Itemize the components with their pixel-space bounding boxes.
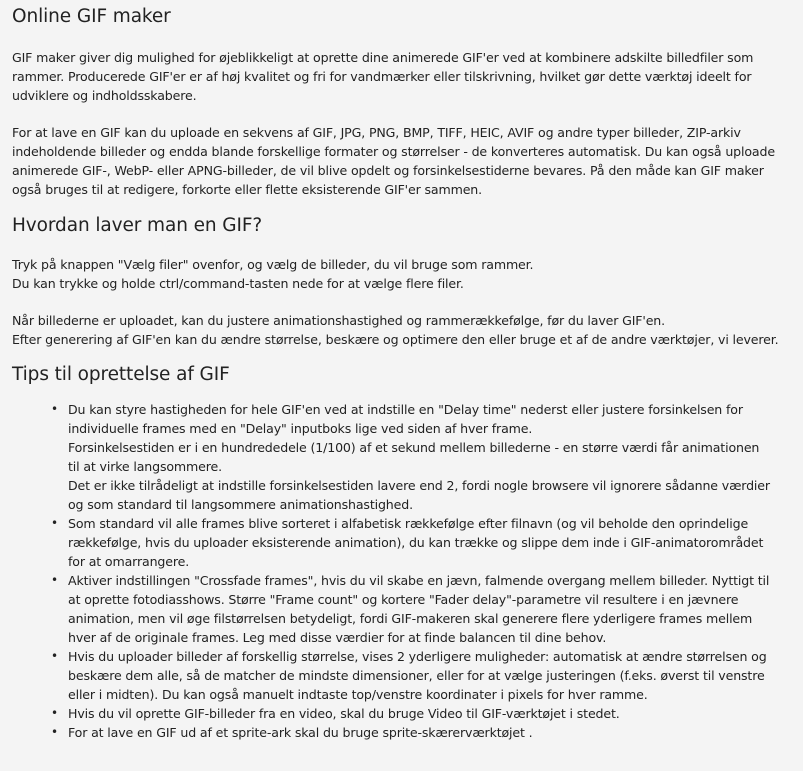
text-line: at oprette fotodiasshows. Større "Frame count" og kortere "Fader delay"-parametre vil resultere i en jævnere: [68, 592, 739, 607]
section-title-tips: Tips til oprettelse af GIF: [12, 364, 230, 385]
bullet-icon: •: [51, 706, 58, 720]
text-line: GIF maker giver dig mulighed for øjeblikkeligt at oprette dine animerede GIF'er ved at kombinere adskilte billedfiler som: [12, 50, 754, 65]
text-line: Aktiver indstillingen "Crossfade frames", hvis du vil skabe en jævn, falmende overgang mellem billeder. Nyttigt til: [68, 573, 770, 588]
section-title-how-to: Hvordan laver man en GIF?: [12, 215, 263, 236]
text-line: rammer. Producerede GIF'er er af høj kvalitet og fri for vandmærker eller tilskrivning, hvilket gør dette værktøj ideelt for: [12, 69, 752, 84]
text-line: Forsinkelsestiden er i en hundrededele (1/100) af et sekund mellem billederne - en større værdi får animationen: [68, 440, 760, 455]
list-item: [51, 704, 791, 723]
list-item: [51, 723, 791, 742]
list-item: [51, 647, 791, 704]
text-line: og som standard til langsommere animationshastighed.: [68, 497, 413, 512]
text-line: Som standard vil alle frames blive sorteret i alfabetisk rækkefølge efter filnavn (og vil beholde den oprindelige: [68, 516, 749, 531]
text-line: beskære dem alle, så de matcher de mindste dimensioner, eller for at vælge justeringen (f.eks. øverst til venstre: [68, 668, 765, 683]
text-line: udviklere og indholdsskabere.: [12, 88, 197, 103]
text-line: også bruges til at redigere, forkorte eller flette eksisterende GIF'er sammen.: [12, 182, 482, 197]
list-item: [51, 514, 791, 571]
text-line: Det er ikke tilrådeligt at indstille forsinkelsestiden lavere end 2, fordi nogle browsere vil ignorere sådanne værdier: [68, 478, 770, 493]
text-line: Hvis du vil oprette GIF-billeder fra en video, skal du bruge Video til GIF-værktøjet i stedet.: [68, 706, 620, 721]
tips-list: [12, 400, 791, 742]
text-line: rækkefølge, hvis du uploader eksisterende animation), du kan trække og slippe dem inde i GIF-animatorområdet: [68, 535, 764, 550]
text-line: For at lave en GIF ud af et sprite-ark skal du bruge sprite-skærerværktøjet .: [68, 725, 533, 740]
text-line: eller i midten). Du kan også manuelt indtaste top/venstre koordinater i pixels for hver ramme.: [68, 687, 648, 702]
text-line: individuelle frames med en "Delay" inputboks lige ved siden af hver frame.: [68, 421, 533, 436]
intro-paragraph: [12, 48, 791, 105]
text-line: animation, men vil øge filstørrelsen betydeligt, fordi GIF-makeren skal generere flere yderligere frames mellem: [68, 611, 753, 626]
list-item: [51, 400, 791, 514]
section-title-online-gif-maker: Online GIF maker: [12, 6, 171, 27]
text-line: Du kan styre hastigheden for hele GIF'en ved at indstille en "Delay time" nederst eller justere forsinkelsen for: [68, 402, 743, 417]
text-line: hver af de originale frames. Leg med disse værdier for at finde balancen til dine behov.: [68, 630, 607, 645]
text-line: Hvis du uploader billeder af forskellig størrelse, vises 2 yderligere muligheder: automatisk at ændre størrelsen og: [68, 649, 767, 664]
bullet-icon: •: [51, 516, 58, 530]
text-line: Efter generering af GIF'en kan du ændre størrelse, beskære og optimere den eller bruge et af de andre værktøjer, vi leverer.: [12, 332, 779, 347]
formats-paragraph: [12, 123, 791, 199]
bullet-icon: •: [51, 649, 58, 663]
text-line: Når billederne er uploadet, kan du justere animationshastighed og rammerækkefølge, før du laver GIF'en.: [12, 313, 665, 328]
text-line: For at lave en GIF kan du uploade en sekvens af GIF, JPG, PNG, BMP, TIFF, HEIC, AVIF og andre typer billeder, ZIP-arkiv: [12, 125, 741, 140]
how-to-paragraph-1: [12, 255, 791, 293]
text-line: Du kan trykke og holde ctrl/command-tasten nede for at vælge flere filer.: [12, 276, 464, 291]
how-to-paragraph-2: [12, 311, 791, 349]
bullet-icon: •: [51, 573, 58, 587]
text-line: til at virke langsommere.: [68, 459, 222, 474]
text-line: Tryk på knappen "Vælg filer" ovenfor, og vælg de billeder, du vil bruge som rammer.: [12, 257, 534, 272]
text-line: for at omarrangere.: [68, 554, 190, 569]
text-line: animerede GIF-, WebP- eller APNG-billeder, de vil blive opdelt og forsinkelsestiderne bevares. På den måde kan GIF maker: [12, 163, 764, 178]
text-line: indeholdende billeder og endda blande forskellige formater og størrelser - de konverteres automatisk. Du kan også uploade: [12, 144, 775, 159]
list-item: [51, 571, 791, 647]
bullet-icon: •: [51, 402, 58, 416]
bullet-icon: •: [51, 725, 58, 739]
